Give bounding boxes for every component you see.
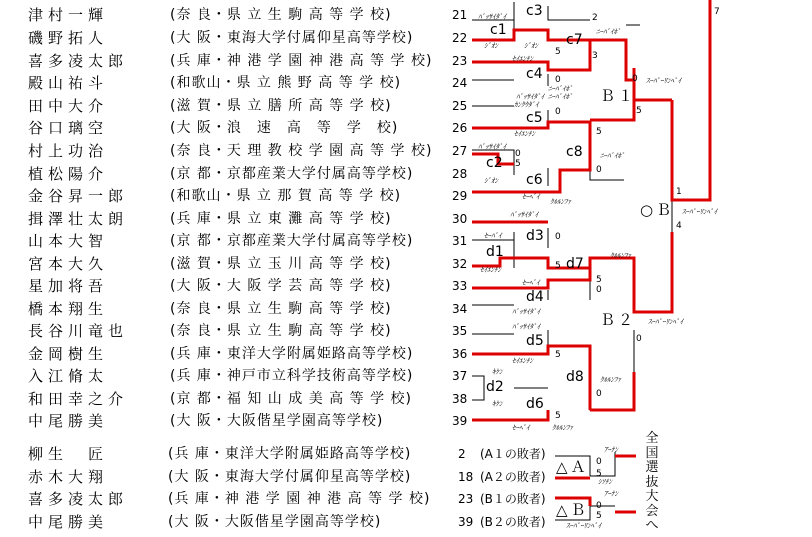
player-row bbox=[0, 410, 500, 432]
player-row bbox=[0, 320, 500, 342]
player-number: 39 bbox=[452, 414, 468, 428]
player-number: 21 bbox=[452, 8, 468, 22]
player-row bbox=[0, 50, 500, 72]
player-school: (大 阪・大 阪 学 芸 高 等 学 校) bbox=[170, 278, 392, 294]
score: 5 bbox=[555, 411, 561, 421]
tag: ｽｰﾊﾟｰﾘﾝﾍﾟｲ bbox=[682, 208, 717, 216]
match-c8: c8 bbox=[566, 144, 583, 160]
tag: ｼｿﾁﾝ bbox=[598, 478, 612, 486]
player-number: 30 bbox=[452, 212, 468, 226]
player-row bbox=[0, 275, 500, 297]
player-name: 長谷川竜也 bbox=[28, 322, 129, 340]
score: 5 bbox=[596, 127, 602, 137]
tag: ｾｲｴﾝﾁﾝ bbox=[512, 55, 533, 63]
player-number: 34 bbox=[452, 302, 468, 316]
player-name: 入江脩太 bbox=[28, 367, 109, 385]
match-c6: c6 bbox=[526, 172, 543, 188]
group-delta-b-label: △Ｂ bbox=[556, 501, 589, 519]
player-number: 37 bbox=[452, 369, 468, 383]
player-number: 29 bbox=[452, 189, 468, 203]
player-school: (滋 賀・県 立 膳 所 高 等 学 校) bbox=[170, 98, 392, 114]
player-row bbox=[0, 343, 500, 365]
player-name: 殿山祐斗 bbox=[28, 74, 109, 92]
tag: ｼﾞｵﾝ bbox=[524, 42, 538, 50]
player-name: 和田幸之介 bbox=[28, 390, 129, 408]
red-line bbox=[672, 0, 710, 200]
player-school: (和歌山・県 立 那 賀 高 等 学 校) bbox=[170, 188, 402, 204]
player-school: (京 都・京都産業大学付属高等学校) bbox=[170, 166, 414, 182]
tag: ｱｰﾅﾝ bbox=[604, 490, 618, 498]
player-row bbox=[0, 208, 500, 230]
tag: ｸﾙﾙﾝﾌｧ bbox=[610, 252, 631, 260]
tag: ﾊﾞｯｻｲﾀﾞｲ bbox=[510, 211, 538, 219]
tag: ｾｰﾍﾞｲ bbox=[522, 193, 540, 201]
match-d7: d7 bbox=[566, 256, 584, 272]
player-number: 35 bbox=[452, 324, 468, 338]
score: 0 bbox=[596, 389, 602, 399]
score: 5 bbox=[636, 106, 642, 116]
player-number: 23 bbox=[458, 492, 474, 506]
tag: ｱｰﾅﾝ bbox=[604, 446, 618, 454]
player-school: (京 都・京都産業大学付属高等学校) bbox=[170, 233, 414, 249]
player-name: 村上功治 bbox=[28, 142, 109, 160]
player-row bbox=[0, 163, 500, 185]
score: 5 bbox=[555, 261, 561, 271]
player-school: (京 都・福 知 山 成 美 高 等 学 校) bbox=[170, 391, 412, 407]
player-row bbox=[0, 117, 500, 139]
player-school: (奈 良・県 立 生 駒 高 等 学 校) bbox=[170, 301, 392, 317]
player-school: (大 阪・大阪偕星学園高等学校) bbox=[168, 514, 382, 530]
tag: ｾｲｴﾝﾁﾝ bbox=[512, 357, 533, 365]
tag: ｽｰﾊﾟｰﾘﾝﾍﾟｲ bbox=[646, 77, 681, 85]
player-name: 谷口璃空 bbox=[28, 119, 109, 137]
player-name: 山本大智 bbox=[28, 232, 109, 250]
score: 0 bbox=[555, 107, 561, 117]
player-school: (和歌山・県 立 熊 野 高 等 学 校) bbox=[170, 75, 402, 91]
line bbox=[548, 6, 590, 20]
player-name: 星加将吾 bbox=[28, 277, 109, 295]
player-row bbox=[0, 185, 500, 207]
line bbox=[590, 452, 615, 476]
tag: ｶﾝｸｳﾀﾞｲ bbox=[514, 101, 539, 109]
score: 0 bbox=[515, 149, 521, 159]
player-name: 赤木大翔 bbox=[28, 468, 109, 486]
player-name: 橋本翔生 bbox=[28, 300, 109, 318]
score: 3 bbox=[592, 51, 598, 61]
score: 5 bbox=[555, 47, 561, 57]
player-number: 24 bbox=[452, 76, 468, 90]
match-d4: d4 bbox=[526, 289, 544, 305]
player-name: 金谷昇一郎 bbox=[28, 187, 129, 205]
tag: ﾆｰﾊﾞｲﾎﾞ bbox=[548, 85, 573, 93]
player-name: 中尾勝美 bbox=[28, 513, 109, 531]
score: 5 bbox=[596, 469, 602, 479]
tag: ｸﾙﾙﾝﾌｧ bbox=[552, 424, 573, 432]
tag: ﾊﾞｯｻｲﾀﾞｲ bbox=[512, 323, 540, 331]
match-d2: d2 bbox=[486, 379, 504, 395]
score: 0 bbox=[632, 74, 638, 84]
loser-row bbox=[0, 466, 560, 488]
tag: ﾊﾞｯｻｲﾀﾞｲ bbox=[478, 13, 506, 21]
tag: ﾆｰﾊﾞｲﾎﾞ bbox=[600, 152, 625, 160]
player-name: 金岡樹生 bbox=[28, 345, 109, 363]
match-d8: d8 bbox=[566, 369, 584, 385]
loser-note: (B２の敗者) bbox=[480, 515, 546, 529]
tag: ﾆｰﾊﾞｲﾎﾞ bbox=[596, 28, 621, 36]
score: 0 bbox=[636, 334, 642, 344]
player-row bbox=[0, 4, 500, 26]
loser-note: (A１の敗者) bbox=[480, 447, 546, 461]
match-d1: d1 bbox=[486, 244, 504, 260]
player-school: (兵 庫・東洋大学附属姫路高等学校) bbox=[168, 446, 412, 462]
loser-row bbox=[0, 511, 560, 533]
group-b2-label: Ｂ２ bbox=[600, 311, 637, 329]
player-school: (大 阪・浪 速 高 等 学 校) bbox=[170, 120, 399, 136]
national-tournament-label: 全国選抜大会へ bbox=[645, 431, 659, 533]
score: 5 bbox=[555, 350, 561, 360]
player-name: 宮本大久 bbox=[28, 255, 109, 273]
score: 5 bbox=[596, 275, 602, 285]
player-school: (大 阪・東海大学付属仰星高等学校) bbox=[170, 30, 414, 46]
player-name: 喜多凌太郎 bbox=[28, 490, 129, 508]
score: 0 bbox=[596, 457, 602, 467]
match-d5: d5 bbox=[526, 333, 544, 349]
match-c2: c2 bbox=[486, 155, 503, 171]
group-ob-label: ○Ｂ bbox=[640, 201, 675, 219]
loser-row bbox=[0, 443, 560, 465]
group-delta-a-label: △Ａ bbox=[556, 458, 589, 476]
tag: ｾｲｴﾝﾁﾝ bbox=[480, 266, 501, 274]
player-number: 38 bbox=[452, 392, 468, 406]
player-number: 39 bbox=[458, 515, 474, 529]
tag: ｾｲｴﾝﾁﾝ bbox=[514, 130, 535, 138]
player-school: (奈 良・県 立 生 駒 高 等 学 校) bbox=[170, 323, 392, 339]
score: 0 bbox=[596, 501, 602, 511]
player-school: (大 阪・東海大学付属仰星高等学校) bbox=[168, 469, 412, 485]
score: 5 bbox=[515, 159, 521, 169]
player-number: 18 bbox=[458, 470, 474, 484]
player-number: 23 bbox=[452, 54, 468, 68]
tag: ｽｰﾊﾟｰﾘﾝﾍﾟｲ bbox=[648, 318, 683, 326]
match-d6: d6 bbox=[526, 396, 544, 412]
player-number: 22 bbox=[452, 31, 468, 45]
player-row bbox=[0, 230, 500, 252]
loser-note: (A２の敗者) bbox=[480, 470, 546, 484]
player-school: (滋 賀・県 立 玉 川 高 等 学 校) bbox=[170, 256, 392, 272]
player-number: 33 bbox=[452, 279, 468, 293]
match-c1: c1 bbox=[490, 22, 507, 38]
player-name: 田中大介 bbox=[28, 97, 109, 115]
tag: ｾｰﾍﾞｲ bbox=[512, 424, 530, 432]
tag: ｼﾞｵﾝ bbox=[484, 42, 498, 50]
tag: ｷｹﾝ bbox=[492, 400, 503, 408]
match-c7: c7 bbox=[566, 32, 583, 48]
player-number: 26 bbox=[452, 121, 468, 135]
player-name: 柳生 匠 bbox=[28, 445, 109, 463]
player-number: 25 bbox=[452, 99, 468, 113]
player-name: 津村一輝 bbox=[28, 6, 109, 24]
player-school: (奈 良・県 立 生 駒 高 等 学 校) bbox=[170, 7, 392, 23]
score: 0 bbox=[596, 285, 602, 295]
player-school: (兵 庫・神戸市立科学技術高等学校) bbox=[170, 368, 414, 384]
score: 0 bbox=[555, 232, 561, 242]
player-number: 2 bbox=[458, 447, 466, 461]
tag: ｾｰﾊﾞｲ bbox=[484, 232, 502, 240]
player-row bbox=[0, 388, 500, 410]
tag: ｾｰﾍﾞｲ bbox=[522, 279, 540, 287]
tag: ﾊﾞｯｻｲﾀﾞｲ bbox=[516, 93, 544, 101]
player-school: (兵 庫・神 港 学 園 神 港 高 等 学 校) bbox=[170, 53, 433, 69]
player-row bbox=[0, 72, 500, 94]
player-number: 31 bbox=[452, 234, 468, 248]
player-number: 36 bbox=[452, 347, 468, 361]
score: 1 bbox=[676, 187, 682, 197]
player-name: 中尾勝美 bbox=[28, 412, 109, 430]
match-c5: c5 bbox=[526, 110, 543, 126]
tag: ｽｰﾊﾟｰﾘﾝﾍﾟｲ bbox=[566, 522, 601, 530]
player-name: 植松陽介 bbox=[28, 165, 109, 183]
match-c3: c3 bbox=[526, 3, 543, 19]
match-c4: c4 bbox=[526, 66, 543, 82]
player-row bbox=[0, 95, 500, 117]
player-school: (大 阪・大阪偕星学園高等学校) bbox=[170, 413, 384, 429]
player-name: 揖澤壮太朗 bbox=[28, 210, 129, 228]
player-school: (兵 庫・神 港 学 園 神 港 高 等 学 校) bbox=[168, 491, 431, 507]
score: 0 bbox=[596, 165, 602, 175]
player-number: 27 bbox=[452, 144, 468, 158]
player-row bbox=[0, 27, 500, 49]
player-school: (奈 良・天 理 教 校 学 園 高 等 学 校) bbox=[170, 143, 433, 159]
player-row bbox=[0, 253, 500, 275]
group-b1-label: Ｂ１ bbox=[600, 87, 637, 105]
player-row bbox=[0, 140, 500, 162]
tag: ﾆｰﾊﾞｲﾎﾞ bbox=[548, 93, 573, 101]
score: 7 bbox=[714, 7, 720, 17]
score: 2 bbox=[592, 13, 598, 23]
loser-note: (B１の敗者) bbox=[480, 492, 546, 506]
tag: ｸﾙﾙﾝﾌｧ bbox=[550, 198, 571, 206]
score: 5 bbox=[596, 511, 602, 521]
tag: ﾊﾞｯｻｲﾀﾞｲ bbox=[478, 143, 506, 151]
tag: ｼﾞｵﾝ bbox=[484, 177, 498, 185]
player-row bbox=[0, 365, 500, 387]
loser-row bbox=[0, 488, 560, 510]
player-number: 28 bbox=[452, 167, 468, 181]
player-number: 32 bbox=[452, 257, 468, 271]
score: 4 bbox=[676, 221, 682, 231]
player-school: (兵 庫・東洋大学附属姫路高等学校) bbox=[170, 346, 414, 362]
player-school: (兵 庫・県 立 東 灘 高 等 学 校) bbox=[170, 211, 392, 227]
player-name: 喜多凌太郎 bbox=[28, 52, 129, 70]
score: 0 bbox=[555, 75, 561, 85]
tag: ﾊﾞｯｻｲﾀﾞｲ bbox=[512, 308, 540, 316]
tag: ｷｹﾝ bbox=[492, 368, 503, 376]
player-name: 磯野拓人 bbox=[28, 29, 109, 47]
tag: ｸﾙﾙﾝﾌｧ bbox=[600, 376, 621, 384]
player-row bbox=[0, 298, 500, 320]
match-d3: d3 bbox=[526, 228, 544, 244]
